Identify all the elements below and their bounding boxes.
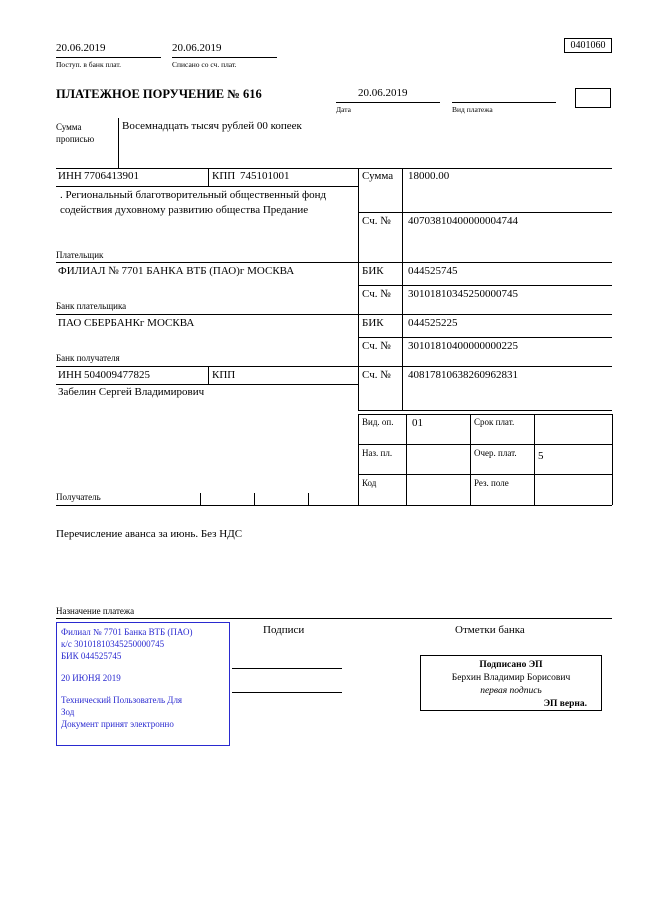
srok-plat-label: Срок плат. (474, 417, 515, 427)
payer-inn-kpp-divider (208, 168, 209, 186)
payer-name: . Региональный благотворительный общественный фонд содействия духовному развитию общества Предание (60, 189, 327, 216)
payment-type-box (575, 88, 611, 108)
payee-bank-account-label: Сч. № (362, 340, 391, 352)
payer-kpp-value: 745101001 (240, 170, 290, 182)
doc-date-underline (336, 102, 440, 103)
vid-op-value: 01 (412, 417, 423, 429)
payer-bank-bik-divider (402, 262, 403, 314)
amount-label-divider (402, 168, 403, 212)
stamp-line-6: Зод (61, 707, 75, 717)
payee-bank-caption: Банк получателя (56, 353, 120, 363)
date-received-value: 20.06.2019 (56, 42, 106, 54)
ocher-plat-label: Очер. плат. (474, 448, 517, 458)
payee-bank-bik-value: 044525225 (408, 317, 458, 329)
payer-inn-label: ИНН (58, 170, 82, 182)
stamp-line-4: 20 ИЮНЯ 2019 (61, 673, 121, 683)
kod-label: Код (362, 478, 377, 488)
payee-caption: Получатель (56, 492, 101, 502)
payer-kpp-label: КПП (212, 170, 236, 182)
amount-words-value: Восемнадцать тысяч рублей 00 копеек (122, 120, 302, 132)
payer-inn-row-bottom (56, 186, 358, 187)
date-received-label: Поступ. в банк плат. (56, 60, 121, 69)
stamp-line-2: к/с 30101810345250000745 (61, 639, 165, 649)
payee-bank-name: ПАО СБЕРБАНКг МОСКВА (58, 317, 195, 329)
payee-inn-label: ИНН (58, 369, 82, 381)
ep-line-4: ЭП верна. (543, 699, 587, 709)
payer-bank-bottom-line (56, 314, 612, 315)
op-grid-col3 (534, 414, 535, 505)
payee-tick-2 (254, 493, 255, 505)
vid-op-label: Вид. оп. (362, 417, 394, 427)
payer-inn-value: 7706413901 (84, 170, 139, 182)
op-grid-col2 (470, 414, 471, 505)
date-written-off-underline (172, 57, 277, 58)
right-column-left-border (358, 168, 359, 262)
payee-account-label-divider (402, 366, 403, 410)
payer-bank-caption: Банк плательщика (56, 301, 127, 311)
naz-pl-label: Наз. пл. (362, 448, 393, 458)
signature-line-1 (232, 668, 342, 669)
bank-electronic-stamp (56, 622, 230, 746)
payee-account-value: 40817810638260962831 (408, 369, 518, 381)
amount-words-label-2: прописью (56, 134, 95, 144)
payee-account-label: Сч. № (362, 369, 391, 381)
bank-marks-label: Отметки банка (455, 624, 525, 636)
ep-line-2: Берхин Владимир Борисович (451, 673, 571, 683)
payer-bank-bik-bottom (358, 285, 612, 286)
stamp-line-7: Документ принят электронно (61, 719, 174, 729)
payer-bank-bik-label: БИК (362, 265, 384, 277)
payment-type-underline (452, 102, 556, 103)
signature-line-2 (232, 692, 342, 693)
payer-account-value: 40703810400000004744 (408, 215, 518, 227)
payee-bank-bottom-line (56, 366, 612, 367)
payer-bank-account-label: Сч. № (362, 288, 391, 300)
electronic-signature-stamp (420, 655, 602, 711)
payer-account-row-bottom (358, 262, 612, 263)
page-title: ПЛАТЕЖНОЕ ПОРУЧЕНИЕ № 616 (56, 87, 262, 101)
payee-inn-kpp-divider (208, 366, 209, 384)
payee-tick-1 (200, 493, 201, 505)
doc-date-label: Дата (336, 105, 351, 114)
purpose-text: Перечисление аванса за июнь. Без НДС (56, 528, 243, 540)
op-grid-left (358, 414, 359, 505)
payer-bank-name: ФИЛИАЛ № 7701 БАНКА ВТБ (ПАО)г МОСКВА (58, 265, 295, 277)
op-grid-row1-bottom (358, 444, 612, 445)
rez-pole-label: Рез. поле (474, 478, 509, 488)
op-grid-bottom (358, 505, 612, 506)
op-grid-col1 (406, 414, 407, 505)
amount-label: Сумма (362, 170, 394, 182)
date-written-off-label: Списано со сч. плат. (172, 60, 237, 69)
payer-account-label: Сч. № (362, 215, 391, 227)
payer-bank-account-value: 30101810345250000745 (408, 288, 518, 300)
payee-bank-bik-label: БИК (362, 317, 384, 329)
payer-bank-right-divider (358, 262, 359, 314)
op-grid-row2-bottom (358, 474, 612, 475)
payee-kpp-label: КПП (212, 369, 236, 381)
amount-words-label-1: Сумма (56, 122, 82, 132)
date-received-underline (56, 57, 161, 58)
payer-account-label-divider (402, 212, 403, 262)
payee-name: Забелин Сергей Владимирович (58, 386, 205, 398)
stamp-line-5: Технический Пользователь Для (61, 695, 183, 705)
payer-caption: Плательщик (56, 250, 104, 260)
purpose-caption: Назначение платежа (56, 606, 135, 616)
stamp-line-1: Филиал № 7701 Банка ВТБ (ПАО) (61, 627, 193, 637)
payee-account-left-border (358, 366, 359, 410)
payee-account-row-bottom (358, 410, 612, 411)
payment-type-label: Вид платежа (452, 105, 493, 114)
op-grid-right (612, 414, 613, 505)
date-written-off-value: 20.06.2019 (172, 42, 222, 54)
payee-inn-value: 504009477825 (84, 369, 150, 381)
payee-bank-account-value: 30101810400000000225 (408, 340, 518, 352)
amount-value: 18000.00 (408, 170, 450, 182)
amount-words-bottom-line (56, 168, 612, 169)
form-code-box: 0401060 (564, 38, 612, 53)
op-grid-top (358, 414, 612, 415)
ep-line-1: Подписано ЭП (479, 660, 543, 670)
payee-bank-bik-bottom (358, 337, 612, 338)
amount-row-bottom (358, 212, 612, 213)
payee-inn-row-bottom (56, 384, 358, 385)
signatures-label: Подписи (263, 624, 305, 636)
ocher-plat-value: 5 (538, 450, 544, 462)
purpose-bottom-line (56, 618, 612, 619)
payee-bank-right-divider (358, 314, 359, 366)
doc-date-value: 20.06.2019 (358, 87, 408, 99)
payee-tick-3 (308, 493, 309, 505)
amount-words-divider (118, 118, 119, 168)
stamp-line-3: БИК 044525745 (61, 651, 122, 661)
payer-bank-bik-value: 044525745 (408, 265, 458, 277)
payee-bank-bik-divider (402, 314, 403, 366)
ep-line-3: первая подпись (480, 686, 542, 696)
payer-name-bottom-line (56, 262, 358, 263)
